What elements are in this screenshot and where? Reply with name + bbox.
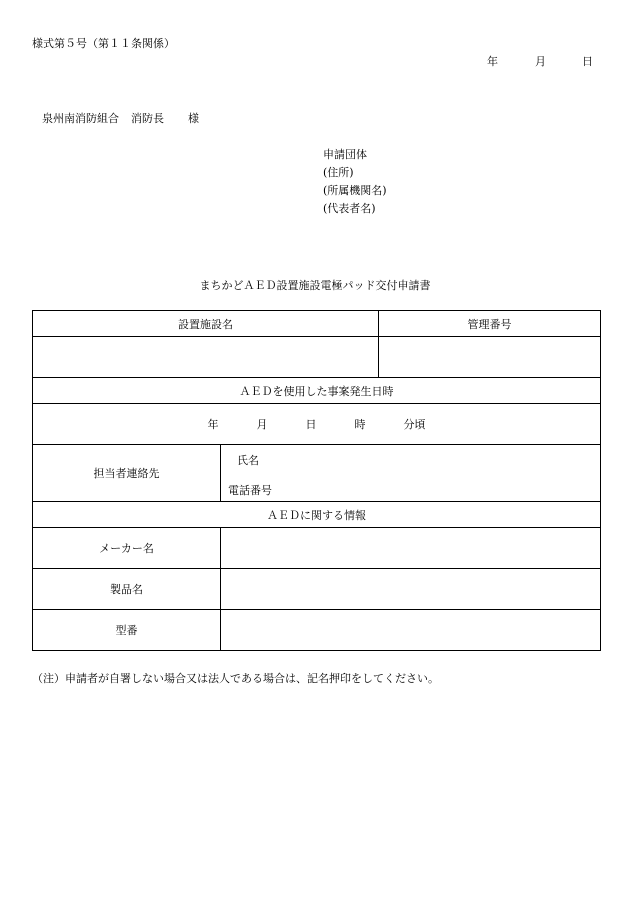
addressee-honorific: 様 xyxy=(188,112,199,125)
incident-datetime-header: ＡＥＤを使用した事案発生日時 xyxy=(33,378,601,404)
contact-row xyxy=(33,445,601,502)
incident-minute-label: 分頃 xyxy=(403,418,426,431)
facility-name-field[interactable] xyxy=(33,337,379,378)
table-header-row xyxy=(33,311,601,337)
maker-row xyxy=(33,528,601,569)
aed-info-header-row xyxy=(33,502,601,528)
applicant-representative-label: (代表者名) xyxy=(323,202,376,215)
product-field[interactable] xyxy=(221,569,601,610)
maker-field[interactable] xyxy=(221,528,601,569)
management-number-field[interactable] xyxy=(379,337,601,378)
contact-name-label: 氏名 xyxy=(237,454,259,467)
applicant-affiliation-label: (所属機関名) xyxy=(323,184,387,197)
product-label: 製品名 xyxy=(33,569,221,610)
addressee-org: 泉州南消防組合 xyxy=(42,112,119,125)
model-label: 型番 xyxy=(33,610,221,651)
aed-info-header: ＡＥＤに関する情報 xyxy=(33,502,601,528)
incident-datetime-row xyxy=(33,404,601,445)
application-table xyxy=(32,310,601,651)
date-month-label: 月 xyxy=(535,55,546,68)
contact-field[interactable] xyxy=(221,445,601,502)
applicant-block xyxy=(323,146,387,218)
incident-header-row xyxy=(33,378,601,404)
incident-month-label: 月 xyxy=(256,418,268,431)
form-title: まちかどＡＥＤ設置施設電極パッド交付申請書 xyxy=(199,279,431,292)
maker-label: メーカー名 xyxy=(33,528,221,569)
date-year-label: 年 xyxy=(487,55,498,68)
applicant-label: 申請団体 xyxy=(323,148,367,161)
incident-year-label: 年 xyxy=(207,418,219,431)
facility-name-header: 設置施設名 xyxy=(33,311,379,337)
incident-day-label: 日 xyxy=(305,418,317,431)
management-number-header: 管理番号 xyxy=(379,311,601,337)
model-row xyxy=(33,610,601,651)
addressee-title: 消防長 xyxy=(131,112,164,125)
addressee xyxy=(42,110,199,126)
contact-label: 担当者連絡先 xyxy=(33,445,221,502)
product-row xyxy=(33,569,601,610)
contact-phone-label: 電話番号 xyxy=(228,484,272,497)
incident-datetime-field[interactable] xyxy=(33,404,601,445)
date-day-label: 日 xyxy=(582,55,593,68)
footnote: （注）申請者が自署しない場合又は法人である場合は、記名押印をしてください。 xyxy=(32,672,439,685)
model-field[interactable] xyxy=(221,610,601,651)
facility-input-row xyxy=(33,337,601,378)
applicant-address-label: (住所) xyxy=(323,166,354,179)
form-number: 様式第５号（第１１条関係） xyxy=(32,37,175,50)
incident-hour-label: 時 xyxy=(354,418,366,431)
